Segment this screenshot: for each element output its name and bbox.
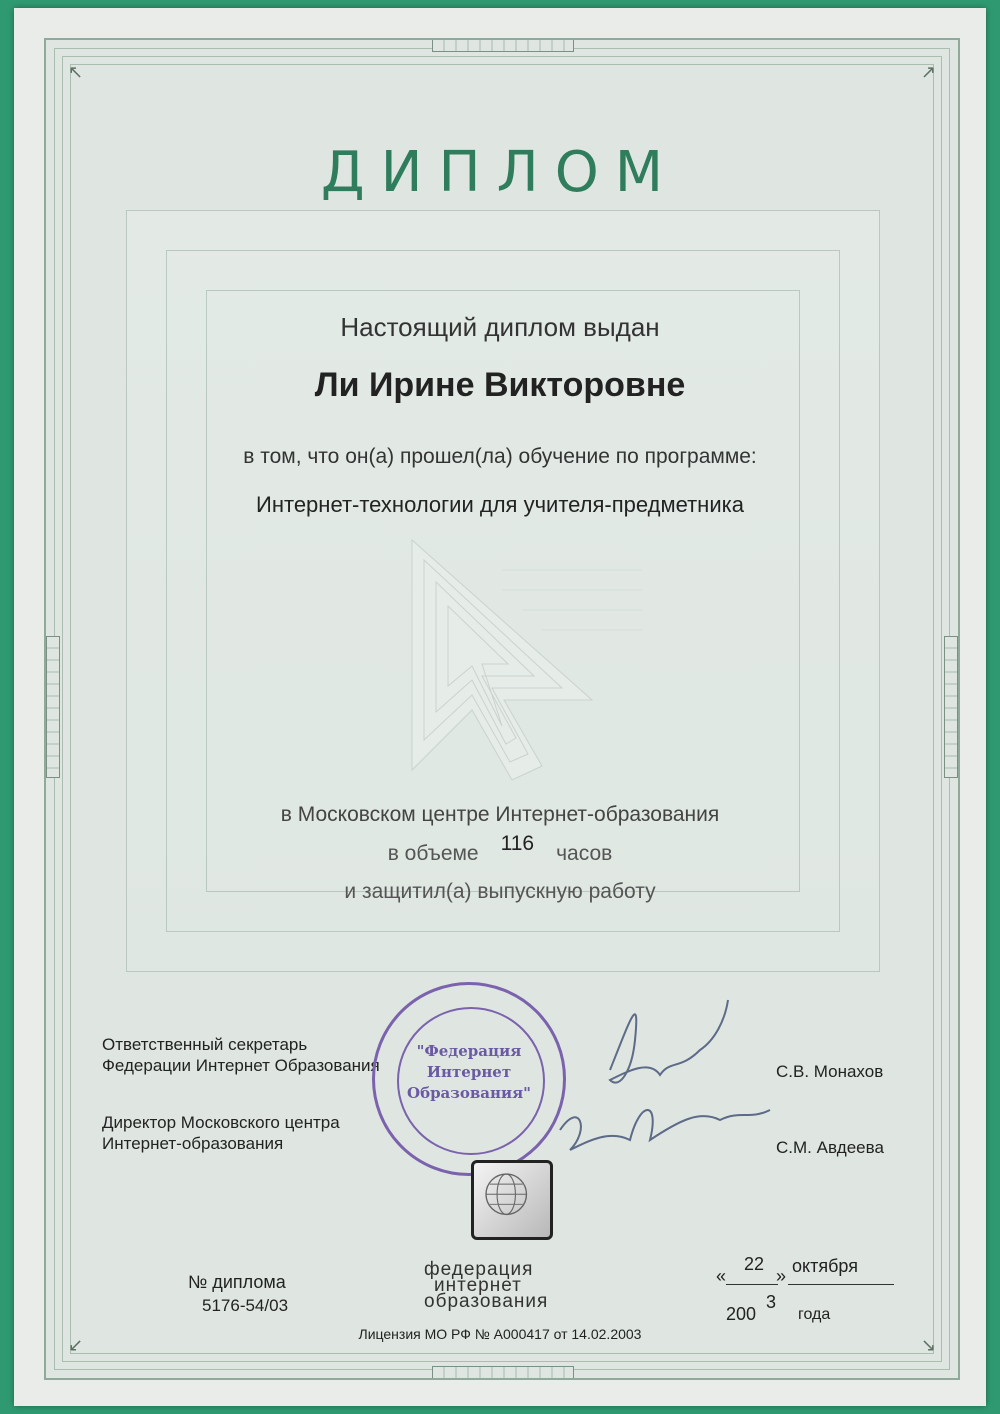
hours-line xyxy=(0,832,1000,866)
seal-line: Образования" xyxy=(407,1084,531,1102)
statement-line: в том, что он(а) прошел(ла) обучение по программе: xyxy=(243,445,757,468)
date-month: октября xyxy=(792,1256,858,1276)
globe-logo-icon xyxy=(471,1160,553,1240)
signatory-role xyxy=(102,1034,380,1076)
logo-line: интернет xyxy=(434,1275,522,1296)
month-underline xyxy=(788,1284,894,1285)
logo-line: образования xyxy=(424,1291,549,1312)
date-open-quote: « xyxy=(716,1266,727,1286)
cursor-graphic-icon xyxy=(402,530,662,790)
role-line: Директор Московского центра xyxy=(102,1113,340,1132)
diploma-number: 5176-54/03 xyxy=(202,1296,289,1315)
signatory-role xyxy=(102,1112,340,1154)
hours-value: 116 xyxy=(500,832,535,855)
left-ornament xyxy=(46,636,60,778)
seal-line: "Федерация xyxy=(416,1042,522,1060)
date-day: 22 xyxy=(744,1254,765,1274)
hours-suffix: часов xyxy=(556,842,613,865)
official-seal xyxy=(372,982,566,1176)
hours-prefix: в объеме xyxy=(387,842,479,865)
federation-logo xyxy=(424,1259,549,1312)
diploma-title: ДИПЛОМ xyxy=(320,140,680,205)
role-line: Интернет-образования xyxy=(102,1134,284,1153)
year-label: года xyxy=(798,1306,831,1323)
institution-line: в Московском центре Интернет-образования xyxy=(280,803,720,826)
signatory-name: С.В. Монахов xyxy=(776,1062,884,1081)
right-ornament xyxy=(944,636,958,778)
year-prefix: 200 xyxy=(726,1304,757,1324)
date-close-quote: » xyxy=(776,1266,787,1286)
signature-graphic xyxy=(550,980,790,1180)
corner-arrow-icon: ↙ xyxy=(68,1335,84,1355)
diploma-number-label: № диплома xyxy=(188,1272,286,1292)
globe-icon xyxy=(474,1163,544,1231)
seal-line: Интернет xyxy=(426,1063,512,1081)
role-line: Ответственный секретарь xyxy=(102,1035,308,1054)
license-text: Лицензия МО РФ № А000417 от 14.02.2003 xyxy=(358,1326,642,1342)
issued-line: Настоящий диплом выдан xyxy=(340,312,660,342)
top-ornament xyxy=(432,38,574,52)
corner-arrow-icon: ↖ xyxy=(68,62,84,82)
corner-arrow-icon: ↘ xyxy=(920,1335,936,1355)
seal-text xyxy=(375,1041,563,1104)
program-name: Интернет-технологии для учителя-предметника xyxy=(256,492,744,517)
defense-line: и защитил(а) выпускную работу xyxy=(344,880,656,903)
recipient-name: Ли Ирине Викторовне xyxy=(314,366,686,404)
logo-line: федерация xyxy=(424,1259,534,1280)
signatory-name: С.М. Авдеева xyxy=(776,1138,884,1157)
day-underline xyxy=(726,1284,778,1285)
bottom-ornament xyxy=(432,1366,574,1380)
corner-arrow-icon: ↗ xyxy=(920,62,936,82)
year-digit: 3 xyxy=(766,1292,777,1312)
role-line: Федерации Интернет Образования xyxy=(102,1056,380,1075)
